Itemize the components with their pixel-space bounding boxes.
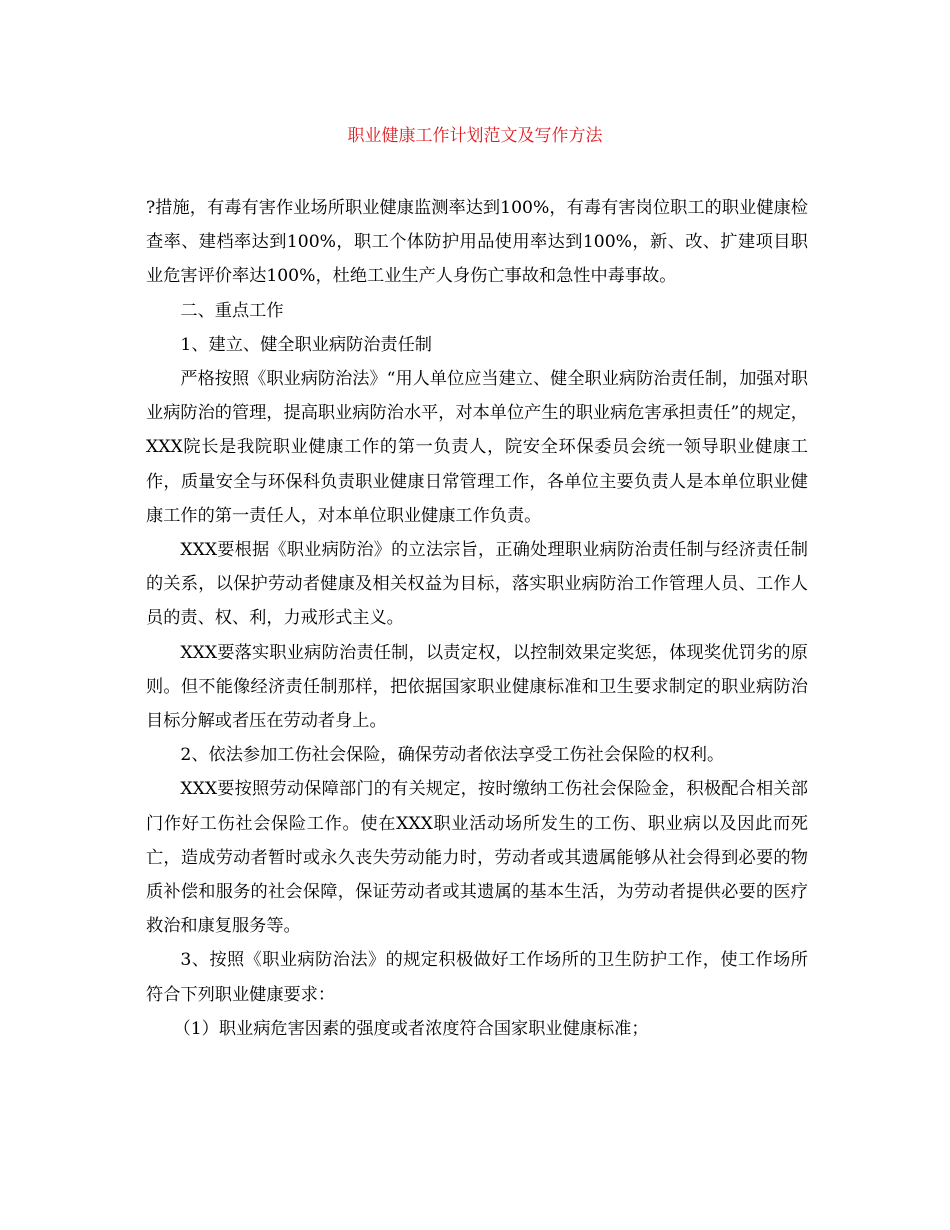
subheading-responsibility-system: 1、建立、健全职业病防治责任制 <box>180 334 432 355</box>
document-body <box>146 191 808 1046</box>
paragraph-implement-responsibility: XXX要落实职业病防治责任制，以责定权，以控制效果定奖惩，体现奖优罚劣的原则。但不能像经济责任制那样，把依据国家职业健康标准和卫生要求制定的职业病防治目标分解或者压在劳动者身上。 <box>146 642 808 732</box>
paragraph-responsibility-law: 严格按照《职业病防治法》“用人单位应当建立、健全职业病防治责任制，加强对职业病防治的管理，提高职业病防治水平，对本单位产生的职业病危害承担责任”的规定，XXX院长是我院职业健康工作的第一负责人，院安全环保委员会统一领导职业健康工作，质量安全与环保科负责职业健康日常管理工作，各单位主要负责人是本单位职业健康工作的第一责任人，对本单位职业健康工作负责。 <box>146 369 808 526</box>
document-title: 职业健康工作计划范文及写作方法 <box>347 126 603 146</box>
list-item-hazard-standards: （1）职业病危害因素的强度或者浓度符合国家职业健康标准； <box>173 1018 649 1039</box>
paragraph-insurance-details: XXX要按照劳动保障部门的有关规定，按时缴纳工伤社会保险金，积极配合相关部门作好工伤社会保险工作。使在XXX职业活动场所发生的工伤、职业病以及因此而死亡，造成劳动者暂时或永久丧失劳动能力时，劳动者或其遗属能够从社会得到必要的物质补偿和服务的社会保障，保证劳动者或其遗属的基本生活，为劳动者提供必要的医疗救治和康复服务等。 <box>146 779 808 937</box>
paragraph-legislative-purpose: XXX要根据《职业病防治》的立法宗旨，正确处理职业病防治责任制与经济责任制的关系，以保护劳动者健康及相关权益为目标，落实职业病防治工作管理人员、工作人员的责、权、利，力戒形式主义。 <box>146 540 808 629</box>
subheading-workplace-protection: 3、按照《职业病防治法》的规定积极做好工作场所的卫生防护工作，使工作场所符合下列职业健康要求： <box>146 950 808 1005</box>
subheading-injury-insurance: 2、依法参加工伤社会保险，确保劳动者依法享受工伤社会保险的权利。 <box>180 745 725 766</box>
section-heading-key-work: 二、重点工作 <box>180 300 284 321</box>
paragraph-measures: ?措施，有毒有害作业场所职业健康监测率达到100%，有毒有害岗位职工的职业健康检查率、建档率达到100%，职工个体防护用品使用率达到100%，新、改、扩建项目职业危害评价率达100%，杜绝工业生产人身伤亡事故和急性中毒事故。 <box>146 198 808 287</box>
